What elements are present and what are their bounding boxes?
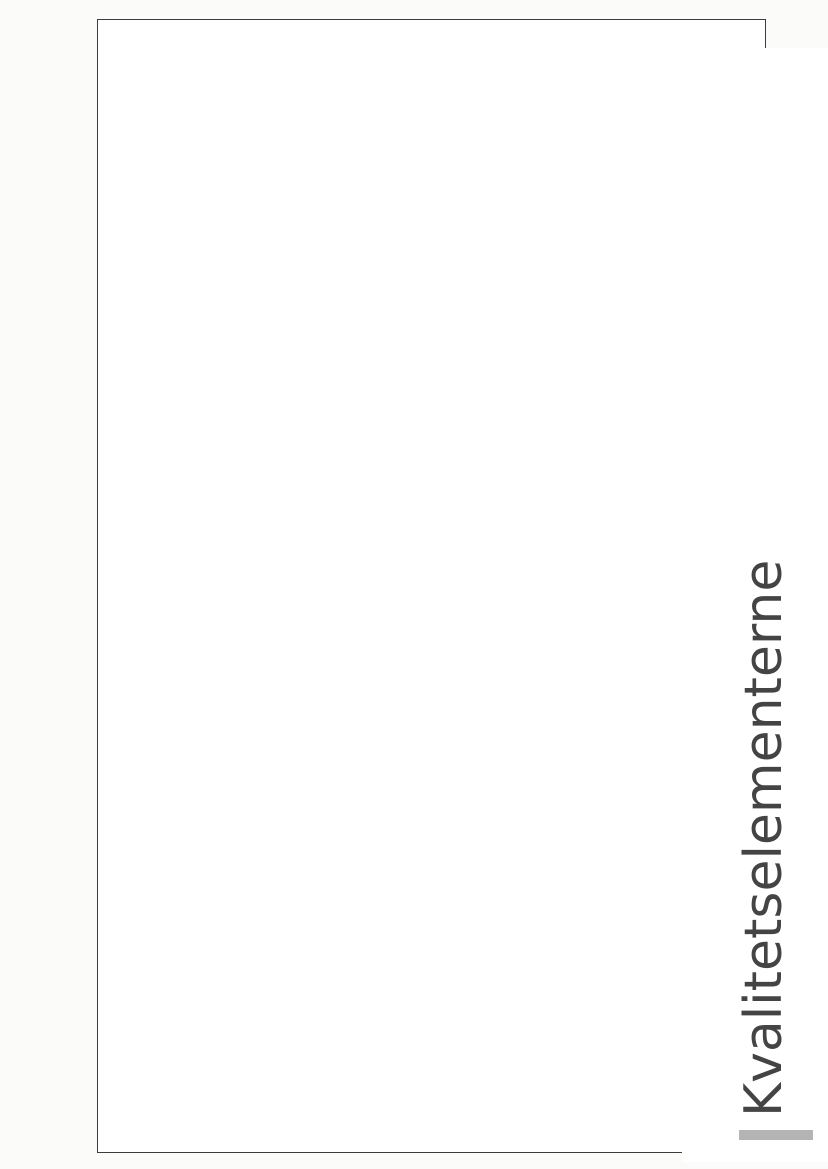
slide-title: Kvalitetselementerne <box>734 559 794 1117</box>
slide-frame <box>97 19 794 1153</box>
slide <box>682 48 828 1162</box>
title-accent-bar <box>739 1130 813 1140</box>
